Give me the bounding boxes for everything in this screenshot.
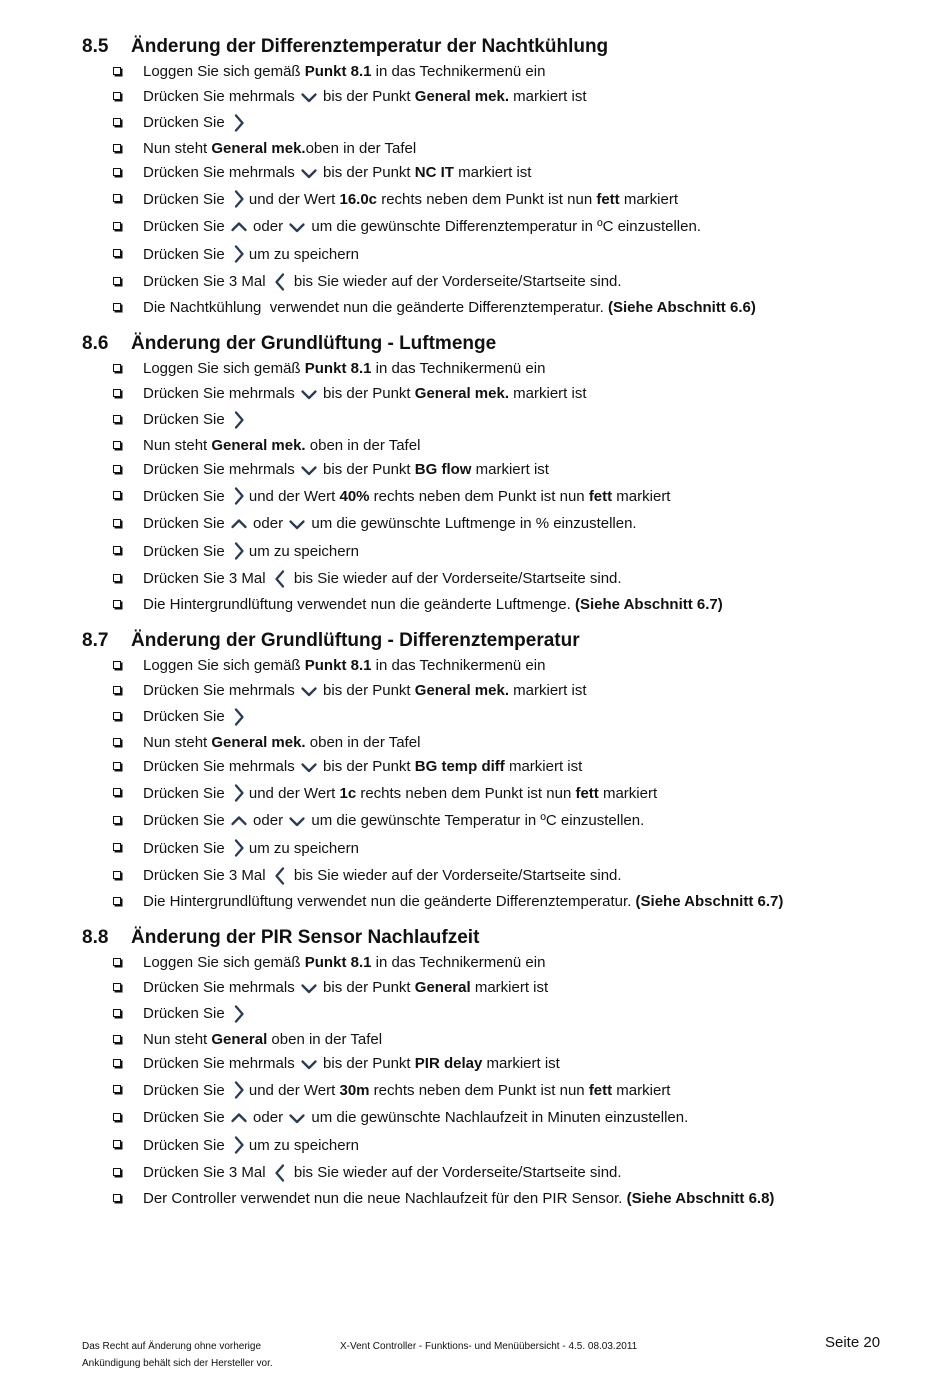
bold-text: fett bbox=[588, 487, 613, 505]
list-item bbox=[82, 807, 912, 835]
text: Die Hintergrundlüftung verwendet nun die geänderte Luftmenge. bbox=[143, 595, 575, 613]
text: markiert ist bbox=[482, 1055, 560, 1072]
bold-text: General mek. bbox=[414, 384, 509, 402]
checkbox-bullet-icon bbox=[113, 519, 121, 527]
bold-text: BG flow bbox=[414, 461, 472, 478]
text: markiert ist bbox=[509, 384, 587, 402]
text: Drücken Sie bbox=[143, 411, 229, 428]
text: Drücken Sie bbox=[143, 515, 229, 532]
checkbox-bullet-icon bbox=[113, 574, 121, 582]
footer-disclaimer bbox=[82, 1338, 273, 1372]
bold-text: fett bbox=[596, 190, 620, 208]
text: Loggen Sie sich gemäß bbox=[143, 360, 305, 377]
text: in das Technikermenü ein bbox=[371, 657, 546, 674]
chevron-right-icon bbox=[229, 244, 249, 264]
bold-text: (Siehe Abschnitt 6.7) bbox=[635, 892, 784, 910]
text: Drücken Sie 3 Mal bbox=[143, 867, 270, 884]
checkbox-bullet-icon bbox=[113, 491, 121, 499]
section-heading bbox=[82, 629, 912, 653]
checkbox-bullet-icon bbox=[113, 738, 121, 746]
chevron-down-icon bbox=[299, 384, 319, 404]
text: und der Wert bbox=[248, 487, 340, 505]
list-item bbox=[82, 679, 912, 704]
bold-text: Punkt 8.1 bbox=[304, 954, 372, 971]
page-number: Seite 20 bbox=[825, 1334, 881, 1351]
bold-text: (Siehe Abschnitt 6.8) bbox=[626, 1189, 775, 1207]
chevron-down-icon bbox=[287, 811, 307, 831]
list-item bbox=[82, 85, 912, 110]
text: bis der Punkt bbox=[318, 87, 415, 105]
chevron-left-icon bbox=[270, 866, 290, 886]
text: Drücken Sie mehrmals bbox=[143, 87, 299, 105]
section-number: 8.6 bbox=[82, 333, 109, 354]
section-heading bbox=[82, 35, 912, 59]
text: bis der Punkt bbox=[318, 461, 415, 478]
section-8-6 bbox=[82, 332, 912, 617]
list-item bbox=[82, 1077, 912, 1105]
section-8-7 bbox=[82, 629, 912, 914]
text: Drücken Sie bbox=[143, 1081, 229, 1099]
bold-text: Punkt 8.1 bbox=[304, 63, 372, 80]
text: oben in der Tafel bbox=[305, 436, 421, 454]
text: markiert ist bbox=[471, 461, 549, 478]
chevron-down-icon bbox=[299, 1054, 319, 1074]
text: markiert ist bbox=[509, 681, 587, 699]
chevron-up-icon bbox=[229, 811, 249, 831]
text: markiert ist bbox=[453, 164, 532, 181]
checkbox-bullet-icon bbox=[113, 600, 121, 608]
text: Drücken Sie 3 Mal bbox=[143, 1164, 270, 1181]
text: Drücken Sie bbox=[143, 245, 229, 263]
list-item bbox=[82, 268, 912, 296]
bold-text: 1c bbox=[339, 784, 357, 802]
chevron-down-icon bbox=[299, 87, 319, 107]
list-item bbox=[82, 1104, 912, 1132]
checkbox-bullet-icon bbox=[113, 762, 121, 770]
text: bis Sie wieder auf der Vorderseite/Startseite sind. bbox=[289, 1164, 622, 1181]
chevron-right-icon bbox=[229, 113, 249, 133]
bold-text: NC IT bbox=[414, 164, 454, 181]
checkbox-bullet-icon bbox=[113, 871, 121, 879]
text: um die gewünschte Nachlaufzeit in Minuten einzustellen. bbox=[307, 1109, 689, 1126]
list-item bbox=[82, 213, 912, 241]
chevron-left-icon bbox=[270, 1163, 290, 1183]
instruction-list bbox=[82, 357, 912, 617]
chevron-down-icon bbox=[287, 514, 307, 534]
footer-disclaimer-line1: Das Recht auf Änderung ohne vorherige bbox=[82, 1341, 262, 1352]
checkbox-bullet-icon bbox=[113, 686, 121, 694]
checkbox-bullet-icon bbox=[113, 1035, 121, 1043]
checkbox-bullet-icon bbox=[113, 1140, 121, 1148]
chevron-right-icon bbox=[229, 486, 249, 506]
checkbox-bullet-icon bbox=[113, 1085, 121, 1093]
text: bis der Punkt bbox=[318, 758, 415, 775]
text: rechts neben dem Punkt ist nun bbox=[356, 784, 576, 802]
chevron-right-icon bbox=[229, 189, 249, 209]
checkbox-bullet-icon bbox=[113, 277, 121, 285]
text: Drücken Sie bbox=[143, 1005, 229, 1022]
text: markiert bbox=[598, 784, 658, 802]
list-item bbox=[82, 483, 912, 511]
section-title: Änderung der PIR Sensor Nachlaufzeit bbox=[131, 927, 480, 948]
checkbox-bullet-icon bbox=[113, 1168, 121, 1176]
chevron-right-icon bbox=[229, 541, 249, 561]
list-item bbox=[82, 458, 912, 483]
chevron-up-icon bbox=[229, 514, 249, 534]
bold-text: Punkt 8.1 bbox=[304, 657, 372, 674]
text: markiert bbox=[612, 1081, 671, 1099]
section-title: Änderung der Differenztemperatur der Nachtkühlung bbox=[131, 36, 609, 57]
list-item bbox=[82, 780, 912, 808]
list-item bbox=[82, 382, 912, 407]
footer-document-info: X-Vent Controller - Funktions- und Menüübersicht - 4.5. 08.03.2011 bbox=[340, 1341, 638, 1352]
text: Drücken Sie bbox=[143, 708, 229, 725]
list-item bbox=[82, 731, 912, 756]
checkbox-bullet-icon bbox=[113, 67, 121, 75]
text: bis der Punkt bbox=[318, 978, 415, 996]
bold-text: General mek. bbox=[211, 139, 306, 157]
text: markiert ist bbox=[470, 978, 549, 996]
text: Loggen Sie sich gemäß bbox=[143, 63, 305, 80]
list-item bbox=[82, 241, 912, 269]
text: Drücken Sie bbox=[143, 1136, 229, 1154]
list-item bbox=[82, 565, 912, 593]
text: Drücken Sie bbox=[143, 812, 229, 829]
chevron-right-icon bbox=[229, 1004, 249, 1024]
list-item bbox=[82, 862, 912, 890]
chevron-right-icon bbox=[229, 410, 249, 430]
text: Drücken Sie bbox=[143, 487, 229, 505]
bold-text: General mek. bbox=[211, 436, 306, 454]
section-number: 8.7 bbox=[82, 630, 109, 651]
checkbox-bullet-icon bbox=[113, 441, 121, 449]
bold-text: General bbox=[211, 1030, 268, 1048]
text: oben in der Tafel bbox=[267, 1030, 383, 1048]
checkbox-bullet-icon bbox=[113, 712, 121, 720]
list-item bbox=[82, 60, 912, 85]
list-item bbox=[82, 109, 912, 137]
text: oder bbox=[248, 1109, 288, 1126]
text: Drücken Sie bbox=[143, 190, 229, 208]
checkbox-bullet-icon bbox=[113, 144, 121, 152]
text: Drücken Sie bbox=[143, 114, 229, 131]
chevron-down-icon bbox=[299, 460, 319, 480]
checkbox-bullet-icon bbox=[113, 788, 121, 796]
text: bis Sie wieder auf der Vorderseite/Startseite sind. bbox=[289, 273, 622, 290]
bold-text: Punkt 8.1 bbox=[304, 360, 372, 377]
list-item bbox=[82, 296, 912, 321]
text: oder bbox=[248, 218, 288, 235]
text: um die gewünschte Differenztemperatur in ºC einzustellen. bbox=[307, 218, 701, 235]
checkbox-bullet-icon bbox=[113, 168, 121, 176]
checkbox-bullet-icon bbox=[113, 983, 121, 991]
checkbox-bullet-icon bbox=[113, 1059, 121, 1067]
section-number: 8.8 bbox=[82, 927, 109, 948]
text: Drücken Sie bbox=[143, 1109, 229, 1126]
list-item bbox=[82, 538, 912, 566]
text: Nun steht bbox=[143, 436, 212, 454]
list-item bbox=[82, 406, 912, 434]
text: Drücken Sie mehrmals bbox=[143, 681, 299, 699]
text: bis der Punkt bbox=[318, 164, 415, 181]
text: und der Wert bbox=[248, 1081, 340, 1099]
text: Nun steht bbox=[143, 139, 212, 157]
list-item bbox=[82, 1132, 912, 1160]
list-item bbox=[82, 654, 912, 679]
list-item bbox=[82, 357, 912, 382]
chevron-right-icon bbox=[229, 783, 249, 803]
text: Drücken Sie bbox=[143, 784, 229, 802]
chevron-down-icon bbox=[299, 757, 319, 777]
section-title: Änderung der Grundlüftung - Differenztemperatur bbox=[131, 630, 580, 651]
section-heading bbox=[82, 332, 912, 356]
text: rechts neben dem Punkt ist nun bbox=[369, 487, 589, 505]
text: Drücken Sie mehrmals bbox=[143, 384, 299, 402]
bold-text: 30m bbox=[339, 1081, 370, 1099]
bold-text: fett bbox=[575, 784, 599, 802]
text: bis der Punkt bbox=[318, 681, 415, 699]
checkbox-bullet-icon bbox=[113, 364, 121, 372]
list-item bbox=[82, 976, 912, 1001]
text: markiert bbox=[619, 190, 678, 208]
list-item bbox=[82, 1159, 912, 1187]
text: Drücken Sie bbox=[143, 542, 229, 560]
text: markiert ist bbox=[509, 87, 587, 105]
checkbox-bullet-icon bbox=[113, 816, 121, 824]
text: Loggen Sie sich gemäß bbox=[143, 954, 305, 971]
chevron-down-icon bbox=[287, 217, 307, 237]
chevron-down-icon bbox=[287, 1108, 307, 1128]
text: bis Sie wieder auf der Vorderseite/Startseite sind. bbox=[289, 570, 622, 587]
list-item bbox=[82, 1187, 912, 1212]
list-item bbox=[82, 890, 912, 915]
chevron-down-icon bbox=[299, 163, 319, 183]
text: Die Hintergrundlüftung verwendet nun die geänderte Differenztemperatur. bbox=[143, 892, 636, 910]
bold-text: General bbox=[414, 978, 471, 996]
list-item bbox=[82, 510, 912, 538]
checkbox-bullet-icon bbox=[113, 389, 121, 397]
list-item bbox=[82, 1000, 912, 1028]
checkbox-bullet-icon bbox=[113, 303, 121, 311]
text: markiert bbox=[612, 487, 671, 505]
list-item bbox=[82, 161, 912, 186]
text: Loggen Sie sich gemäß bbox=[143, 657, 305, 674]
text: Drücken Sie mehrmals bbox=[143, 978, 299, 996]
text: rechts neben dem Punkt ist nun bbox=[369, 1081, 589, 1099]
text: Drücken Sie bbox=[143, 839, 229, 857]
checkbox-bullet-icon bbox=[113, 897, 121, 905]
text: Drücken Sie mehrmals bbox=[143, 758, 299, 775]
text: markiert ist bbox=[504, 758, 583, 775]
checkbox-bullet-icon bbox=[113, 415, 121, 423]
checkbox-bullet-icon bbox=[113, 546, 121, 554]
text: Drücken Sie bbox=[143, 218, 229, 235]
text: Nun steht bbox=[143, 1030, 212, 1048]
bold-text: (Siehe Abschnitt 6.7) bbox=[574, 595, 723, 613]
text: um die gewünschte Luftmenge in % einzustellen. bbox=[307, 515, 637, 532]
checkbox-bullet-icon bbox=[113, 92, 121, 100]
list-item bbox=[82, 1052, 912, 1077]
text: rechts neben dem Punkt ist nun bbox=[377, 190, 597, 208]
chevron-left-icon bbox=[270, 272, 290, 292]
text: oben in der Tafel bbox=[305, 139, 417, 157]
bold-text: 40% bbox=[339, 487, 370, 505]
text: um zu speichern bbox=[248, 839, 359, 857]
list-item bbox=[82, 137, 912, 162]
instruction-list bbox=[82, 654, 912, 914]
chevron-up-icon bbox=[229, 217, 249, 237]
checkbox-bullet-icon bbox=[113, 465, 121, 473]
list-item bbox=[82, 755, 912, 780]
checkbox-bullet-icon bbox=[113, 843, 121, 851]
chevron-right-icon bbox=[229, 1080, 249, 1100]
bold-text: General mek. bbox=[414, 87, 509, 105]
instruction-list bbox=[82, 951, 912, 1211]
text: in das Technikermenü ein bbox=[371, 63, 546, 80]
text: oder bbox=[248, 812, 288, 829]
text: Drücken Sie mehrmals bbox=[143, 1055, 299, 1072]
text: oder bbox=[248, 515, 288, 532]
section-8-5 bbox=[82, 35, 912, 320]
text: in das Technikermenü ein bbox=[371, 954, 546, 971]
text: oben in der Tafel bbox=[305, 733, 421, 751]
instruction-list bbox=[82, 60, 912, 320]
chevron-right-icon bbox=[229, 838, 249, 858]
bold-text: (Siehe Abschnitt 6.6) bbox=[608, 298, 756, 316]
bold-text: fett bbox=[588, 1081, 613, 1099]
list-item bbox=[82, 1028, 912, 1053]
text: bis der Punkt bbox=[318, 1055, 415, 1072]
text: Der Controller verwendet nun die neue Nachlaufzeit für den PIR Sensor. bbox=[143, 1189, 627, 1207]
checkbox-bullet-icon bbox=[113, 118, 121, 126]
footer-disclaimer-line2: Ankündigung behält sich der Hersteller vor. bbox=[82, 1358, 273, 1369]
chevron-right-icon bbox=[229, 707, 249, 727]
text: Nun steht bbox=[143, 733, 212, 751]
checkbox-bullet-icon bbox=[113, 1009, 121, 1017]
text: Drücken Sie 3 Mal bbox=[143, 273, 270, 290]
chevron-down-icon bbox=[299, 681, 319, 701]
chevron-up-icon bbox=[229, 1108, 249, 1128]
bold-text: General mek. bbox=[414, 681, 509, 699]
bold-text: PIR delay bbox=[414, 1055, 483, 1072]
bold-text: General mek. bbox=[211, 733, 306, 751]
text: um zu speichern bbox=[248, 542, 359, 560]
list-item bbox=[82, 186, 912, 214]
section-number: 8.5 bbox=[82, 36, 109, 57]
list-item bbox=[82, 835, 912, 863]
text: bis der Punkt bbox=[318, 384, 415, 402]
chevron-left-icon bbox=[270, 569, 290, 589]
bold-text: 16.0c bbox=[339, 190, 378, 208]
text: um zu speichern bbox=[248, 245, 359, 263]
list-item bbox=[82, 951, 912, 976]
section-8-8 bbox=[82, 926, 912, 1211]
checkbox-bullet-icon bbox=[113, 1113, 121, 1121]
checkbox-bullet-icon bbox=[113, 958, 121, 966]
text: um zu speichern bbox=[248, 1136, 359, 1154]
checkbox-bullet-icon bbox=[113, 249, 121, 257]
text: Drücken Sie 3 Mal bbox=[143, 570, 270, 587]
list-item bbox=[82, 434, 912, 459]
text: in das Technikermenü ein bbox=[371, 360, 546, 377]
section-title: Änderung der Grundlüftung - Luftmenge bbox=[131, 333, 497, 354]
text: Die Nachtkühlung verwendet nun die geänderte Differenztemperatur. bbox=[143, 298, 609, 316]
section-heading bbox=[82, 926, 912, 950]
checkbox-bullet-icon bbox=[113, 1194, 121, 1202]
text: um die gewünschte Temperatur in ºC einzustellen. bbox=[307, 812, 645, 829]
text: und der Wert bbox=[248, 784, 340, 802]
chevron-right-icon bbox=[229, 1135, 249, 1155]
text: bis Sie wieder auf der Vorderseite/Startseite sind. bbox=[289, 867, 622, 884]
text: Drücken Sie mehrmals bbox=[143, 164, 299, 181]
text: und der Wert bbox=[248, 190, 340, 208]
list-item bbox=[82, 703, 912, 731]
chevron-down-icon bbox=[299, 978, 319, 998]
bold-text: BG temp diff bbox=[414, 758, 505, 775]
list-item bbox=[82, 593, 912, 618]
text: Drücken Sie mehrmals bbox=[143, 461, 299, 478]
checkbox-bullet-icon bbox=[113, 222, 121, 230]
checkbox-bullet-icon bbox=[113, 661, 121, 669]
checkbox-bullet-icon bbox=[113, 194, 121, 202]
